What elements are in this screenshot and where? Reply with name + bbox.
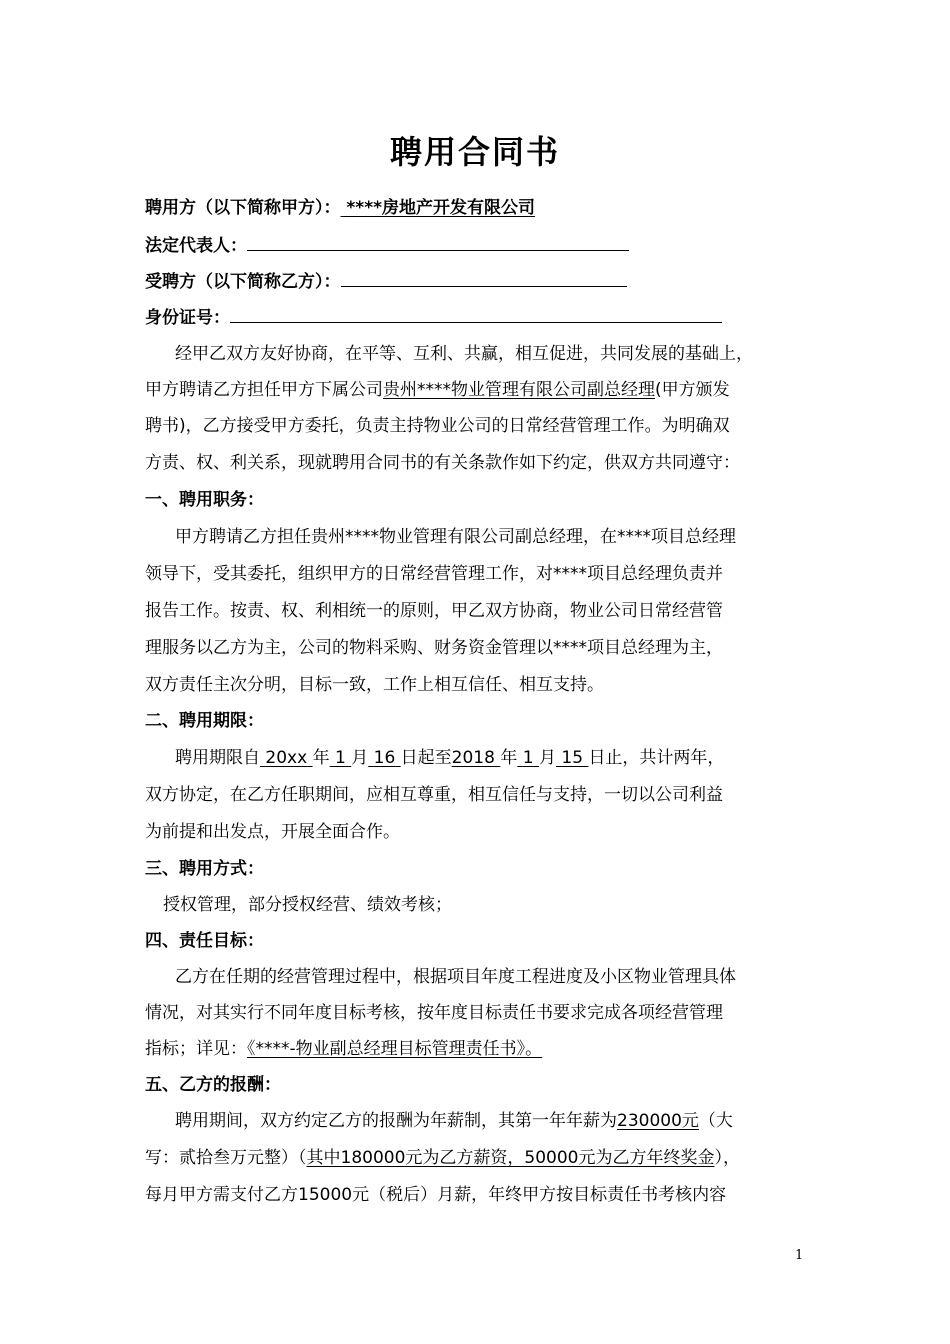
document-title: 聘用合同书	[389, 133, 560, 171]
employee-label: 受聘方（以下简称乙方）：	[145, 272, 341, 292]
end-month: 1	[522, 748, 534, 768]
section-3-line-1: 授权管理，部分授权经营、绩效考核；	[163, 895, 452, 915]
employer-value: ****房地产开发有限公司	[346, 198, 535, 218]
legal-rep-label: 法定代表人：	[145, 236, 247, 256]
section-2-heading: 二、聘用期限：	[145, 711, 264, 731]
id-blank	[230, 304, 722, 323]
salary-breakdown: 其中180000元为乙方薪资，50000元为乙方年终奖金	[306, 1148, 715, 1168]
end-day: 15	[561, 748, 584, 768]
end-year: 2018	[451, 748, 495, 768]
target-document-ref: 《****-物业副总经理目标管理责任书》。	[247, 1039, 543, 1059]
employer-line	[145, 195, 825, 221]
intro-line-3: 聘书)，乙方接受甲方委托，负责主持物业公司的日常经营管理工作。为明确双	[145, 416, 730, 436]
section-5-line-3: 每月甲方需支付乙方15000元（税后）月薪，年终甲方按目标责任书考核内容	[145, 1185, 727, 1205]
intro-line-4: 方责、权、利关系，现就聘用合同书的有关条款作如下约定，供双方共同遵守：	[145, 453, 740, 473]
legal-rep-line	[145, 232, 825, 259]
section-4-line-3: 指标；详见：《****-物业副总经理目标管理责任书》。	[145, 1039, 543, 1059]
section-1-line-3: 报告工作。按责、权、利相统一的原则，甲乙双方协商，物业公司日常经营管	[145, 601, 723, 621]
section-1-line-2: 领导下，受其委托，组织甲方的日常经营管理工作，对****项目总经理负责并	[145, 564, 723, 584]
section-4-heading: 四、责任目标：	[145, 931, 264, 951]
section-1-line-5: 双方责任主次分明，目标一致，工作上相互信任、相互支持。	[145, 675, 604, 695]
section-2-line-3: 为前提和出发点，开展全面合作。	[145, 822, 400, 842]
section-1-line-1: 甲方聘请乙方担任贵州****物业管理有限公司副总经理，在****项目总经理	[175, 527, 736, 547]
section-1-line-4: 理服务以乙方为主，公司的物料采购、财务资金管理以****项目总经理为主，	[145, 638, 723, 658]
intro-line-2: 甲方聘请乙方担任甲方下属公司贵州****物业管理有限公司副总经理(甲方颁发	[145, 380, 730, 400]
employee-blank	[341, 268, 627, 287]
employee-line	[145, 268, 825, 295]
intro-line-1: 经甲乙双方友好协商，在平等、互利、共赢，相互促进，共同发展的基础上，	[175, 344, 753, 364]
start-month: 1	[334, 748, 346, 768]
section-2-line-2: 双方协定，在乙方任职期间，应相互尊重，相互信任与支持，一切以公司利益	[145, 785, 723, 805]
id-label: 身份证号：	[145, 308, 230, 328]
section-4-line-1: 乙方在任期的经营管理过程中，根据项目年度工程进度及小区物业管理具体	[175, 967, 736, 987]
start-year: 20xx	[265, 748, 308, 768]
page-number: 1	[795, 1248, 804, 1263]
id-number-line	[145, 304, 825, 331]
section-5-heading: 五、乙方的报酬：	[145, 1075, 281, 1095]
section-4-line-2: 情况，对其实行不同年度目标考核，按年度目标责任书要求完成各项经营管理	[145, 1003, 723, 1023]
start-day: 16	[373, 748, 396, 768]
employer-label: 聘用方（以下简称甲方）：	[145, 198, 341, 218]
section-3-heading: 三、聘用方式：	[145, 859, 264, 879]
section-5-line-2: 写：贰拾叁万元整）（其中180000元为乙方薪资，50000元为乙方年终奖金），	[145, 1148, 740, 1168]
legal-rep-blank	[247, 232, 629, 251]
section-1-heading: 一、聘用职务：	[145, 490, 264, 510]
subsidiary-position: 贵州****物业管理有限公司副总经理	[383, 380, 655, 400]
annual-salary: 230000元	[617, 1111, 699, 1131]
section-5-line-1: 聘用期间，双方约定乙方的报酬为年薪制，其第一年年薪为230000元（大	[175, 1111, 733, 1131]
section-2-line-1: 聘用期限自 20xx 年 1 月 16 日起至2018 年 1 月 15 日止，共计两年，	[175, 748, 725, 768]
